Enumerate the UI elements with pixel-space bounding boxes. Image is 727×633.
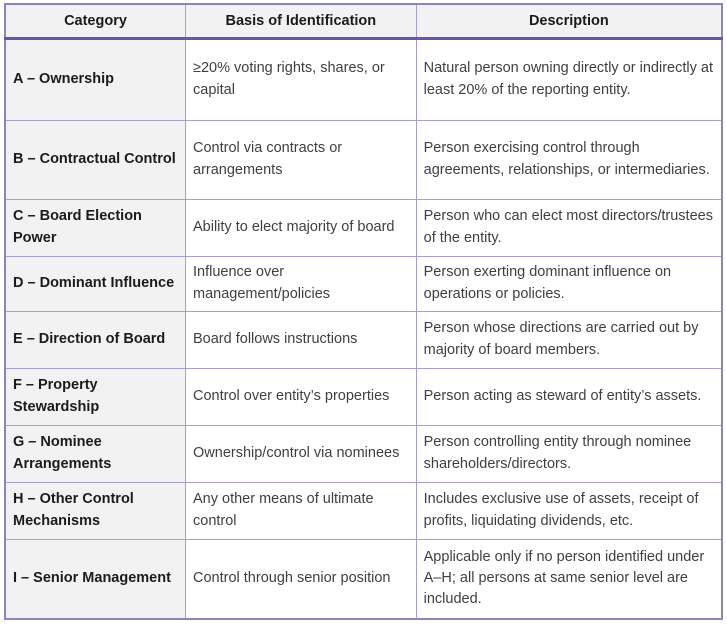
- description-cell: Person whose directions are carried out by majority of board members.: [416, 311, 722, 368]
- header-row: [5, 4, 722, 38]
- column-header-basis: Basis of Identification: [186, 4, 417, 38]
- basis-cell: Control through senior position: [186, 539, 417, 619]
- category-cell: B – Contractual Control: [5, 120, 186, 199]
- basis-cell: Any other means of ultimate control: [186, 482, 417, 539]
- category-cell: H – Other Control Mechanisms: [5, 482, 186, 539]
- table-row: [5, 311, 722, 368]
- description-cell: Includes exclusive use of assets, receipt of profits, liquidating dividends, etc.: [416, 482, 722, 539]
- table-row: [5, 38, 722, 120]
- basis-cell: Ownership/control via nominees: [186, 425, 417, 482]
- table-row: [5, 199, 722, 256]
- basis-cell: ≥20% voting rights, shares, or capital: [186, 38, 417, 120]
- description-cell: Person controlling entity through nominee shareholders/directors.: [416, 425, 722, 482]
- category-cell: I – Senior Management: [5, 539, 186, 619]
- basis-cell: Ability to elect majority of board: [186, 199, 417, 256]
- description-cell: Person who can elect most directors/trustees of the entity.: [416, 199, 722, 256]
- table-row: [5, 482, 722, 539]
- table-row: [5, 539, 722, 619]
- column-header-description: Description: [416, 4, 722, 38]
- category-cell: C – Board Election Power: [5, 199, 186, 256]
- category-cell: A – Ownership: [5, 38, 186, 120]
- basis-cell: Influence over management/policies: [186, 256, 417, 311]
- category-cell: G – Nominee Arrangements: [5, 425, 186, 482]
- basis-cell: Control via contracts or arrangements: [186, 120, 417, 199]
- description-cell: Person exercising control through agreements, relationships, or intermediaries.: [416, 120, 722, 199]
- category-cell: F – Property Stewardship: [5, 368, 186, 425]
- column-header-category: Category: [5, 4, 186, 38]
- basis-cell: Board follows instructions: [186, 311, 417, 368]
- description-cell: Person acting as steward of entity’s assets.: [416, 368, 722, 425]
- category-cell: D – Dominant Influence: [5, 256, 186, 311]
- table-row: [5, 256, 722, 311]
- beneficial-ownership-table: [4, 3, 723, 620]
- table-row: [5, 425, 722, 482]
- category-cell: E – Direction of Board: [5, 311, 186, 368]
- description-cell: Applicable only if no person identified under A–H; all persons at same senior level are included.: [416, 539, 722, 619]
- basis-cell: Control over entity’s properties: [186, 368, 417, 425]
- description-cell: Person exerting dominant influence on operations or policies.: [416, 256, 722, 311]
- table-row: [5, 368, 722, 425]
- description-cell: Natural person owning directly or indirectly at least 20% of the reporting entity.: [416, 38, 722, 120]
- table-row: [5, 120, 722, 199]
